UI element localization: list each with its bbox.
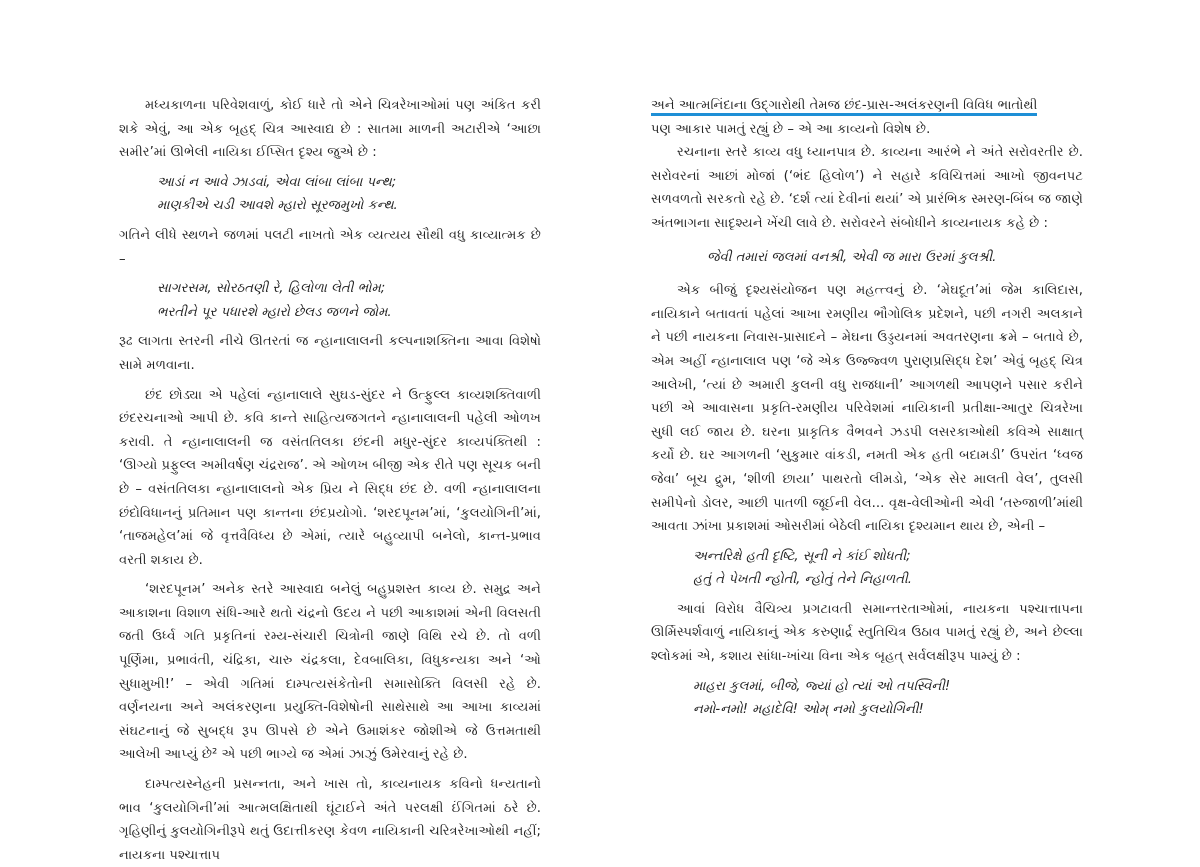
verse-line: માણકીએ ચડી આવશે મ્હારો સૂરજમુખો કન્થ. (157, 198, 398, 214)
verse-block (693, 545, 1083, 592)
verse-line: આડાં ન આવે ઝાડવાં, એવા લાંબા લાંબા પન્થ; (157, 174, 397, 190)
paragraph: આવાં વિરોધ વૈચિત્ર્ય પ્રગટાવતી સમાન્તરતાઓમાં, નાયકના પશ્ચાત્તાપના ઊર્મિસ્પર્શવાળું નાયિકાનું એક કરુણાર્દ્ર સ્તુતિચિત્ર ઉઠાવ પામતું રહ્યું છે, અને છેલ્લા શ્લોકમાં એ, કશાય સાંધા-ખાંચા વિના એક બૃહત્ સર્વલક્ષીરૂપ પામ્યું છે : (651, 601, 1083, 665)
paragraph (651, 94, 1083, 141)
paragraph: એક બીજું દૃશ્યસંયોજન પણ મહત્ત્વનું છે. ‘મેઘદૂત’માં જેમ કાલિદાસ, નાયિકાને બતાવતાં પહેલાં આખા રમણીય ભૌગોલિક પ્રદેશને, પછી નગરી અલકાને ને પછી નાયકના નિવાસ-પ્રાસાદને – મેઘના ઉડ્ડયનમાં અવતરણના ક્રમે – બતાવે છે, એમ અહીં ન્હાનાલાલ પણ ‘જે એક ઉજ્જ્વળ પુરાણપ્રસિદ્ધ દેશ’ એવું બૃહદ્ ચિત્ર આલેખી, ‘ત્યાં છે અમારી કુલની વધુ રાજધાની’ આગળથી આપણને પસાર કરીને પછી એ આવાસના પ્રકૃતિ-રમણીય પરિવેશમાં નાયિકાની પ્રતીક્ષા-આતુર ચિત્રરેખા સુધી લઈ જાય છે. ઘરના પ્રાકૃતિક વૈભવને ઝડપી લસરકાઓથી કવિએ સાક્ષાત્ કર્યો છે. ઘર આગળની ‘સુકુમાર વાંકડી, નમતી એક હતી બદામડી’ ઉપરાંત ‘ધ્વજ જેવા’ બૂચ દ્રુમ, ‘શીળી છાયા’ પાથરતો લીમડો, ‘એક સેર માલતી વેલ’, તુલસી સમીપેનો ડોલર, આછી પાતળી જૂઈની વેલ... વૃક્ષ-વેલીઓની એવી ‘તરુજાળી’માંથી આવતા ઝાંખા પ્રકાશમાં ઓસરીમાં બેઠેલી નાયિકા દૃશ્યમાન થાય છે, એની – (651, 283, 1083, 535)
verse-line: જેવી તમારાં જલમાં વનશ્રી, એવી જ મારા ઉરમાં કુલશ્રી. (707, 249, 997, 265)
paragraph: ગતિને લીધે સ્થળને જળમાં પલટી નાખતો એક વ્યત્યય સૌથી વધુ કાવ્યાત્મક છે – (119, 227, 541, 267)
verse-line: માહરા કુલમાં, બીજે, જ્યાં હો ત્યાં ઓ તપસ્વિની! (693, 678, 951, 694)
paragraph: ‘શરદપૂનમ’ અનેક સ્તરે આસ્વાદ્ય બનેલું બહુપ્રશસ્ત કાવ્ય છે. સમુદ્ર અને આકાશના વિશાળ સંધિ-આરે થતો ચંદ્રનો ઉદય ને પછી આકાશમાં એની વિલસતી જતી ઉર્ધ્વ ગતિ પ્રકૃતિનાં રમ્ય-સંચારી ચિત્રોની જાણે વિથિ રચે છે. તો વળી પૂર્ણિમા, પ્રભાવંતી, ચંદ્રિકા, ચારુ ચંદ્રકલા, દેવબાલિકા, વિધુકન્યકા અને ‘ઓ સુધામુખી!’ – એવી ગતિમાં દામ્પત્યસંકેતોની સમાસોક્તિ વિલસી રહે છે. વર્ણનયના અને અલંકરણના પ્રયુક્તિ-વિશેષોની સાથેસાથે આ આખા કાવ્યમાં સંઘટનાનું જે સુબદ્ધ રૂપ ઊપસે છે એને ઉમાશંકર જોશીએ જે ઉત્તમતાથી આલેખી આપ્યું છે² એ પછી ભાગ્યે જ એમાં ઝાઝું ઉમેરવાનું રહે છે. (119, 582, 541, 763)
verse-line: અન્તરિક્ષે હતી દૃષ્ટિ, સૂની ને કાંઈ શોધતી; (693, 548, 911, 564)
paragraph: રચનાના સ્તરે કાવ્ય વધુ ધ્યાનપાત્ર છે. કાવ્યના આરંભે ને અંતે સરોવરતીર છે. સરોવરનાં આછાં મોજાં (‘ભંદ હિલોળ’) ને સહારે કવિચિત્તમાં આખો જીવનપટ સળવળતો સરકતો રહે છે. ‘દર્શ ત્યાં દેવીનાં થયાં’ એ પ્રારંભિક સ્મરણ-બિંબ જ જાણે અંતભાગના સાદૃશ્યને ખેંચી લાવે છે. સરોવરને સંબોધીને કાવ્યનાયક કહે છે : (651, 145, 1083, 231)
highlighted-text: અને આત્મનિંદાના ઉદ્ગારોથી તેમજ છંદ-પ્રાસ-અલંકરણની વિવિધ ભાતોથી (651, 98, 1037, 116)
verse-line: નમો-નમો! મહાદેવિ! ઓમ્ નમો કુલયોગિની! (693, 702, 924, 718)
paragraph: રૂઢ લાગતા સ્તરની નીચે ઊતરતાં જ ન્હાનાલાલની કલ્પનાશક્તિના આવા વિશેષો સામે મળવાના. (119, 334, 541, 373)
verse-line: સાગરસમ, સોરઠતણી રે, હિલોળા લેતી ભોમ; (157, 281, 386, 297)
paragraph: દામ્પત્યસ્નેહની પ્રસન્નતા, અને ખાસ તો, કાવ્યનાયક કવિનો ધન્યતાનો ભાવ ‘કુલયોગિની’માં આત્મલક્ષિતાથી ઘૂંટાઈને અંતે પરલક્ષી ઈંગિતમાં ઠરે છે. ગૃહિણીનું કુલયોગિનીરૂપે થતું ઉદાત્તીકરણ કેવળ નાયિકાની ચરિત્રરેખાઓથી નહીં; નાયકના પશ્ચાત્તાપ (119, 777, 541, 863)
right-page (651, 94, 1083, 728)
paragraph: મધ્યકાળના પરિવેશવાળું, કોઈ ધારે તો એને ચિત્રરેખાઓમાં પણ અંકિત કરી શકે એવું, આ એક બૃહદ્ ચિત્ર આસ્વાદ્ય છે : સાતમા માળની અટારીએ ‘આછા સમીર’માં ઊભેલી નાયિકા ઈપ્સિત દૃશ્ય જુએ છે : (119, 98, 541, 161)
verse-block (693, 675, 1083, 722)
verse-block (707, 246, 1083, 270)
verse-block (157, 277, 541, 324)
verse-line: ભરતીને પૂર પધારશે મ્હારો છેલડ જળને જોમ. (157, 304, 392, 320)
verse-block (157, 171, 541, 218)
paragraph: છંદ છોડ્યા એ પહેલાં ન્હાનાલાલે સુઘડ-સુંદર ને ઉત્ફુલ્લ કાવ્યશક્તિવાળી છંદરચનાઓ આપી છે. કવિ કાન્તે સાહિત્યજગતને ન્હાનાલાલની પહેલી ઓળખ કરાવી. તે ન્હાનાલાલની જ વસંતતિલકા છંદની મધુર-સુંદર કાવ્યપંક્તિથી : ‘ઊગ્યો પ્રફુલ્લ અમીવર્ષણ ચંદ્રરાજ’. એ ઓળખ બીજી એક રીતે પણ સૂચક બની છે – વસંતતિલકા ન્હાનાલાલનો એક પ્રિય ને સિદ્ધ છંદ છે. વળી ન્હાનાલાલના છંદોવિધાનનું પ્રતિમાન પણ કાન્તના છંદપ્રયોગો. ‘શરદપૂનમ’માં, ‘કુલયોગિની’માં, ‘તાજમહેલ’માં જે વૃત્તવૈવિધ્ય છે એમાં, ત્યારે બહુવ્યાપી બનેલો, કાન્ત-પ્રભાવ વરતી શકાય છે. (119, 387, 541, 568)
left-page (119, 94, 541, 867)
verse-line: હતું તે પેખતી ન્હોતી, ન્હોતું તેને નિહાળતી. (693, 572, 912, 588)
paragraph-continuation: પણ આકાર પામતું રહ્યું છે – એ આ કાવ્યનો વિશેષ છે. (651, 121, 931, 137)
